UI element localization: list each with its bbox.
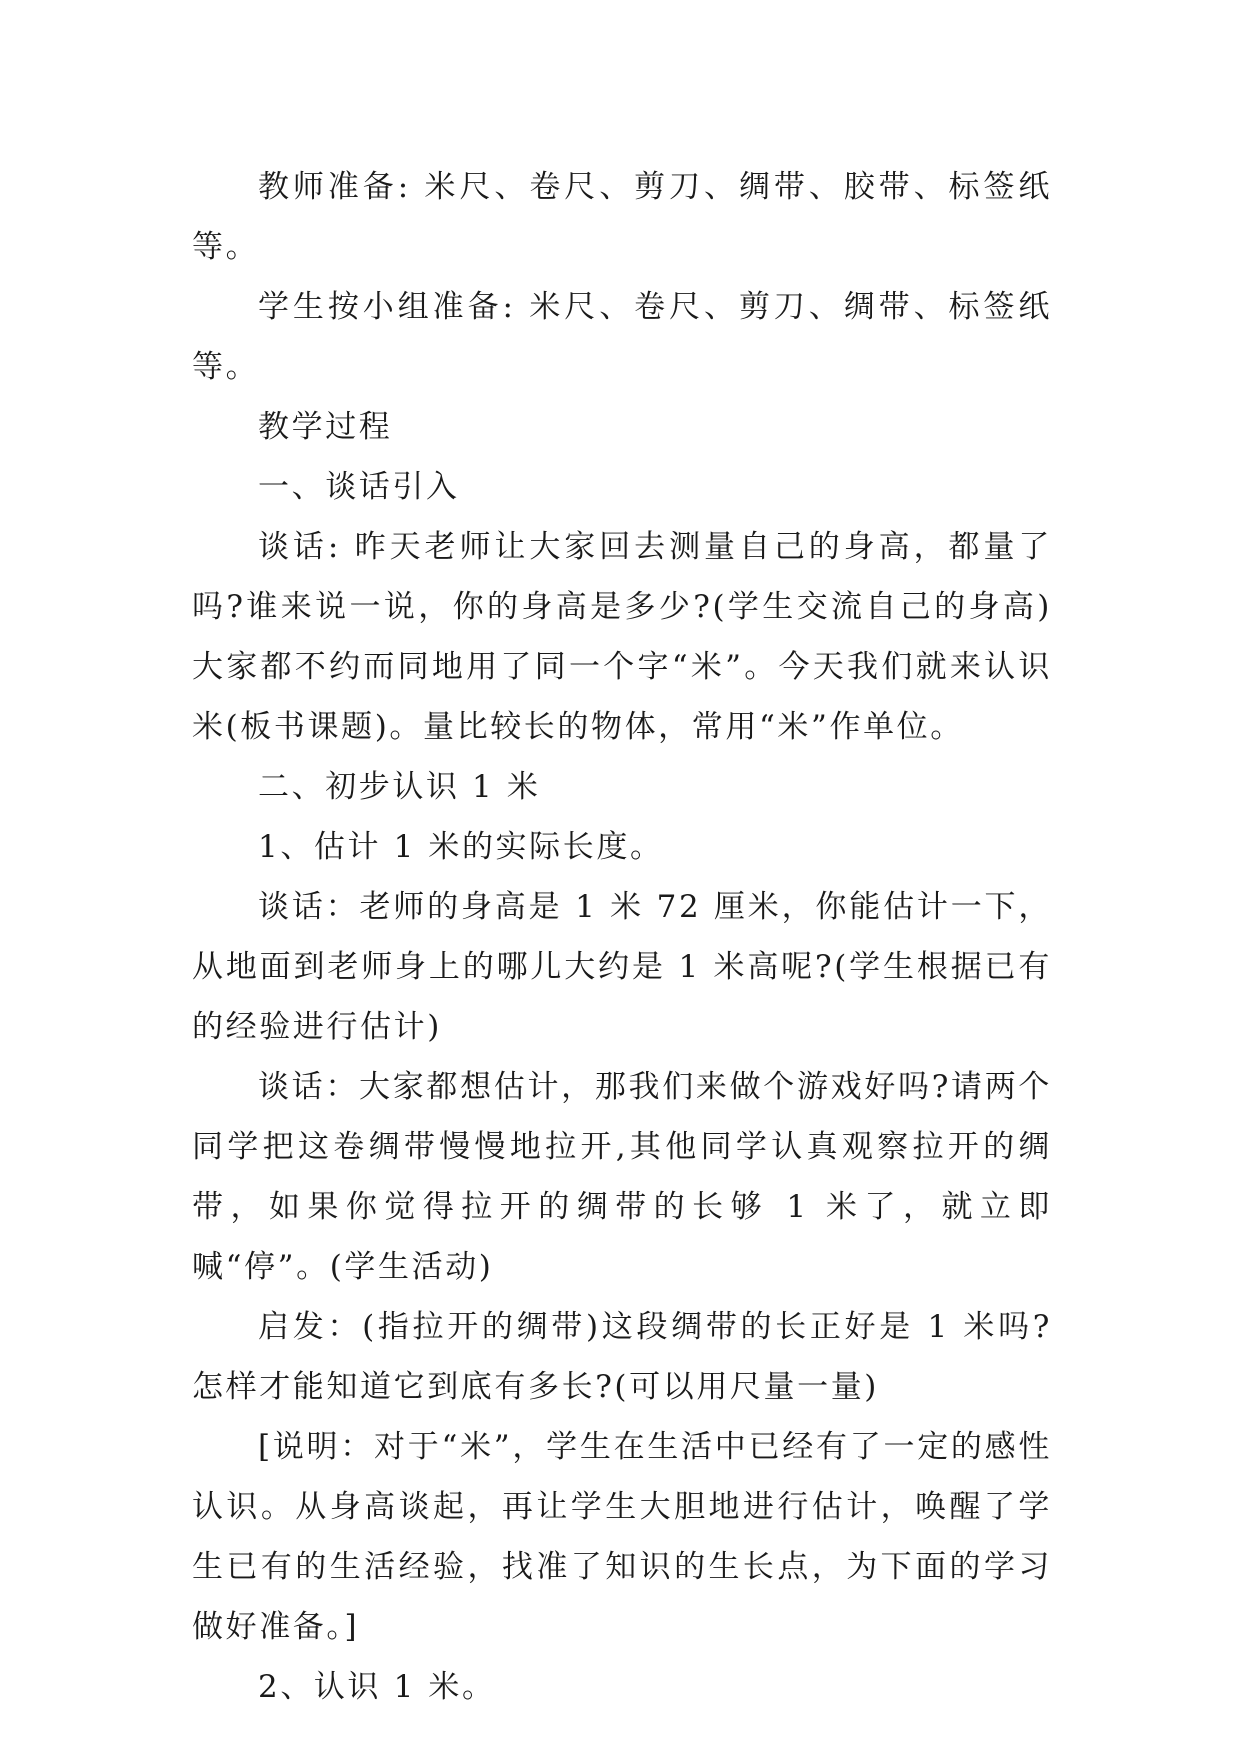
paragraph-explanation: [说明：对于“米”，学生在生活中已经有了一定的感性认识。从身高谈起，再让学生大胆地进行估计，唤醒了学生已有的生活经验，找准了知识的生长点，为下面的学习做好准备。] (192, 1429, 1052, 1645)
paragraph-prompt: 启发：(指拉开的绸带)这段绸带的长正好是 1 米吗?怎样才能知道它到底有多长?(可以用尺量一量) (192, 1309, 1052, 1405)
paragraph-talk-intro: 谈话: 昨天老师让大家回去测量自己的身高，都量了吗?谁来说一说，你的身高是多少?(学生交流自己的身高)大家都不约而同地用了同一个字“米”。今天我们就来认识米(板书课题)。量比较长的物体，常用“米”作单位。 (192, 529, 1052, 745)
paragraph-student-preparation: 学生按小组准备: 米尺、卷尺、剪刀、绸带、标签纸等。 (192, 289, 1052, 385)
heading-section-one: 一、谈话引入 (258, 469, 460, 505)
paragraph-teacher-preparation: 教师准备: 米尺、卷尺、剪刀、绸带、胶带、标签纸等。 (192, 169, 1052, 265)
document-body (192, 157, 1052, 1717)
paragraph-talk-game: 谈话：大家都想估计，那我们来做个游戏好吗?请两个同学把这卷绸带慢慢地拉开,其他同学认真观察拉开的绸带，如果你觉得拉开的绸带的长够 1 米了，就立即喊“停”。(学生活动) (192, 1069, 1052, 1285)
subheading-estimate: 1、估计 1 米的实际长度。 (258, 829, 664, 865)
paragraph-talk-height: 谈话：老师的身高是 1 米 72 厘米，你能估计一下，从地面到老师身上的哪儿大约是 1 米高呢?(学生根据已有的经验进行估计) (192, 889, 1052, 1045)
heading-teaching-process: 教学过程 (258, 409, 393, 445)
subheading-know-one-meter: 2、认识 1 米。 (258, 1669, 496, 1705)
heading-section-two: 二、初步认识 1 米 (258, 769, 541, 805)
